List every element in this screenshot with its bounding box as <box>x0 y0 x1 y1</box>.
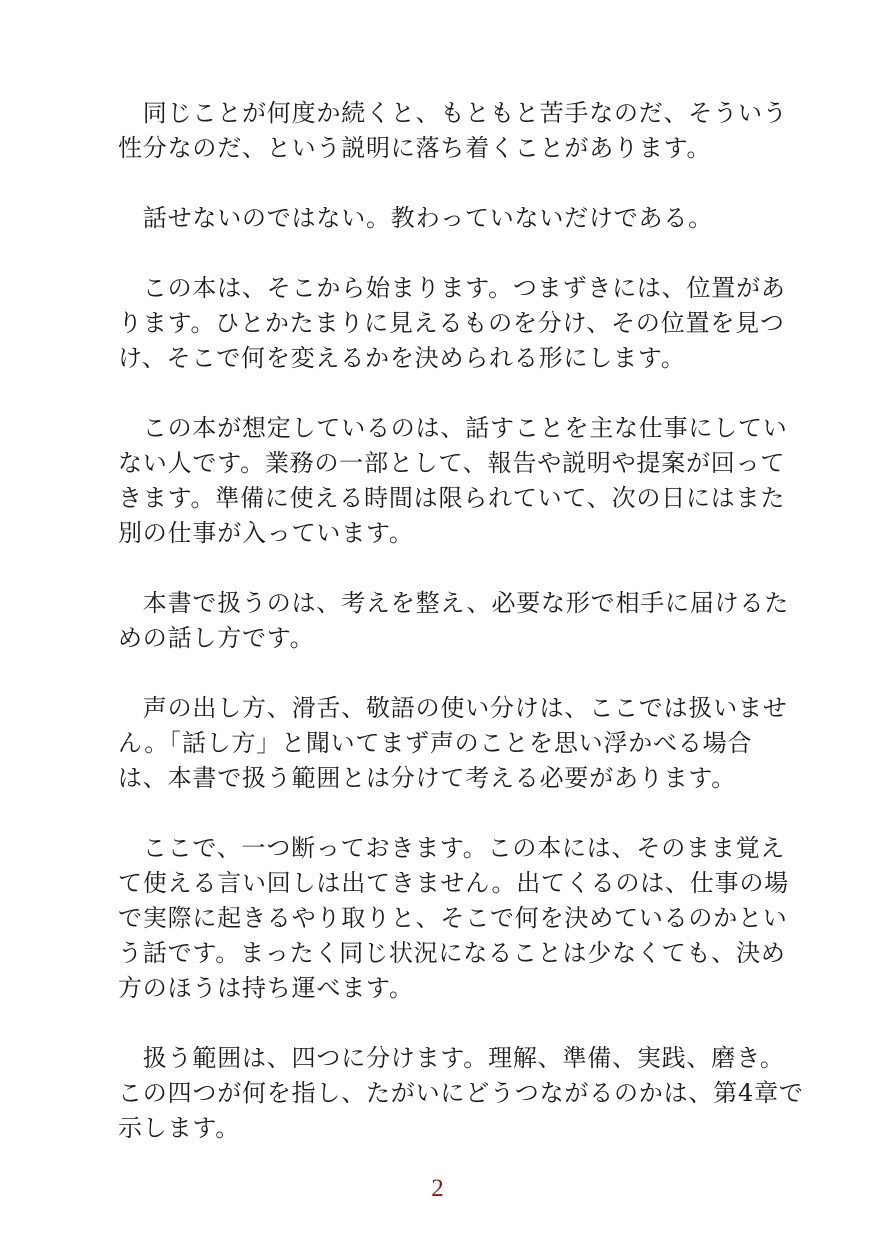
paragraph <box>118 201 758 236</box>
paragraph <box>118 411 788 551</box>
text-line: 性分なのだ、という説明に落ち着くことがあります。 <box>118 134 712 162</box>
text-line: う話です。まったく同じ状況になることは少なくても、決め <box>118 939 786 967</box>
paragraph <box>118 271 786 376</box>
text-line: この本は、そこから始まります。つまずきには、位置があ <box>118 274 786 302</box>
text-line: ここで、一つ断っておきます。この本には、そのまま覚え <box>118 834 786 862</box>
text-line: ります。ひとかたまりに見えるものを分け、その位置を見つ <box>118 309 785 337</box>
text-line: 話せないのではない。教わっていないだけである。 <box>118 204 713 232</box>
text-line: で実際に起きるやり取りと、そこで何を決めているのかとい <box>118 904 788 932</box>
text-line: て使える言い回しは出てきません。出てくるのは、仕事の場 <box>118 869 790 897</box>
paragraph <box>118 831 790 1006</box>
text-line: この本が想定しているのは、話すことを主な仕事にしてい <box>118 414 788 442</box>
text-line: ん。「話し方」と聞いてまず声のことを思い浮かべる場合 <box>118 729 753 757</box>
text-line: 扱う範囲は、四つに分けます。理解、準備、実践、磨き。 <box>118 1044 785 1072</box>
paragraph <box>118 96 788 166</box>
text-line: きます。準備に使える時間は限られていて、次の日にはまた <box>118 484 786 512</box>
paragraph <box>118 1041 804 1146</box>
text-line: 示します。 <box>118 1114 241 1142</box>
text-line: 別の仕事が入っています。 <box>118 519 414 547</box>
paragraph <box>118 691 788 796</box>
text-line: 方のほうは持ち運べます。 <box>118 974 414 1002</box>
text-line: 声の出し方、滑舌、敬語の使い分けは、ここでは扱いませ <box>118 694 788 722</box>
text-line: は、本書で扱う範囲とは分けて考える必要があります。 <box>118 764 737 792</box>
page-number: 2 <box>431 1175 444 1202</box>
text-line: ない人です。業務の一部として、報告や説明や提案が回って <box>118 449 786 477</box>
paragraph <box>118 586 790 656</box>
text-line: この四つが何を指し、たがいにどうつながるのかは、第4章で <box>118 1079 804 1107</box>
text-line: めの話し方です。 <box>118 624 315 652</box>
text-line: け、そこで何を変えるかを決められる形にします。 <box>118 344 686 372</box>
text-line: 本書で扱うのは、考えを整え、必要な形で相手に届けるた <box>118 589 790 617</box>
text-line: 同じことが何度か続くと、もともと苦手なのだ、そういう <box>118 99 788 127</box>
page-body <box>118 96 804 1181</box>
